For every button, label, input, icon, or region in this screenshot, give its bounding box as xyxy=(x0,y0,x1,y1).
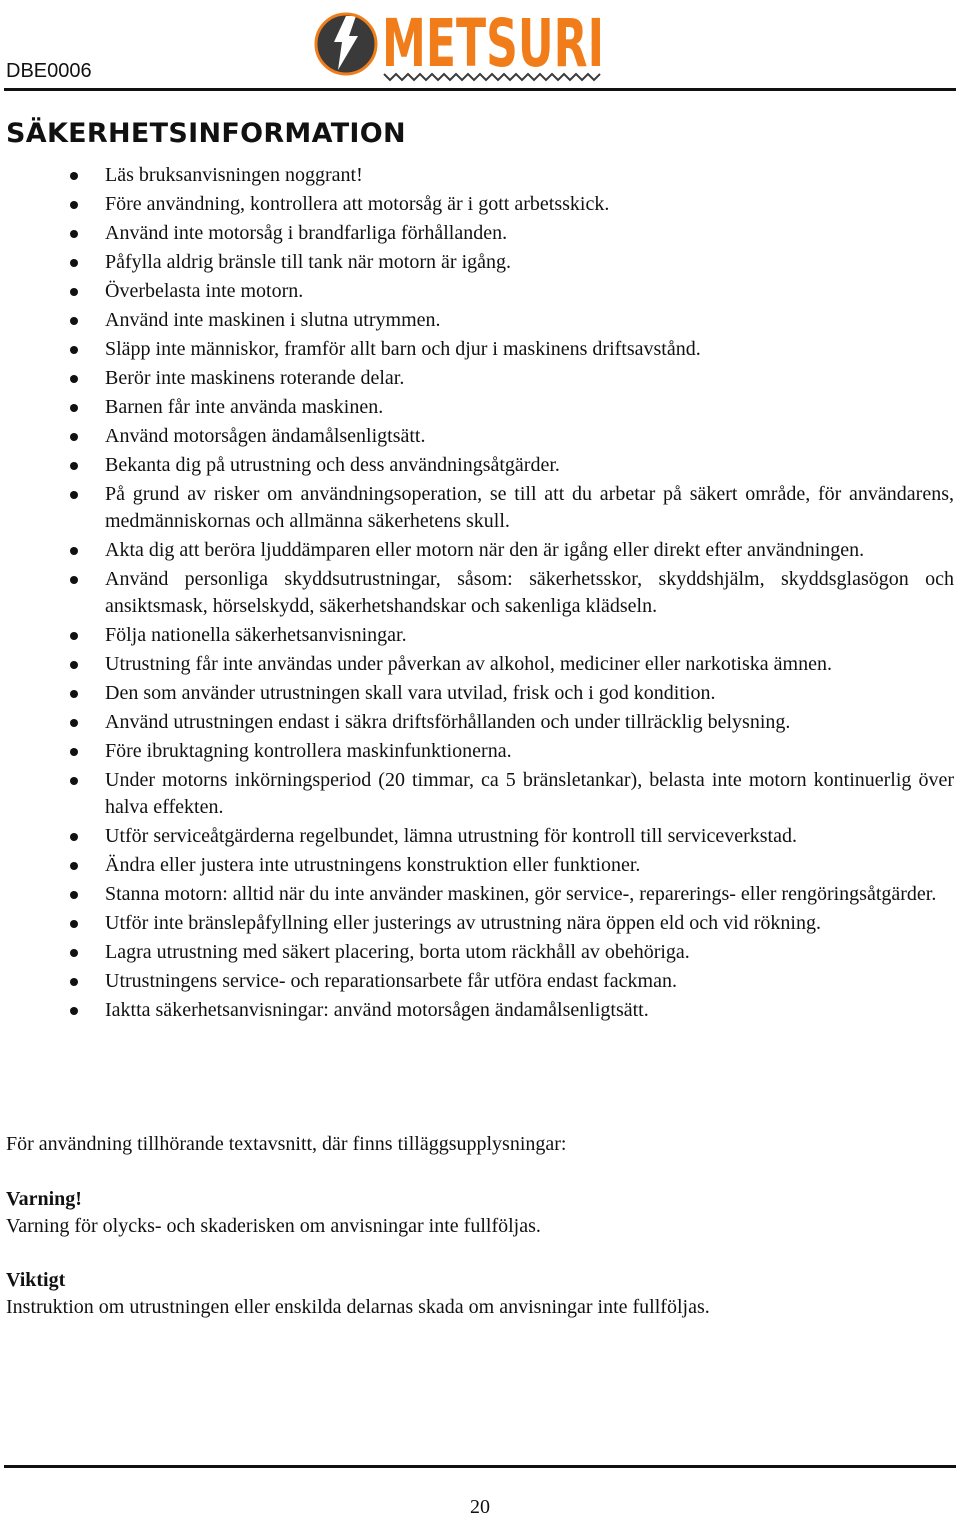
list-item xyxy=(0,537,960,564)
list-item-text: Barnen får inte använda maskinen. xyxy=(105,396,384,418)
important-heading: Viktigt xyxy=(6,1269,66,1291)
bullet-icon xyxy=(70,862,78,870)
bullet-icon xyxy=(70,949,78,957)
bullet-icon xyxy=(70,547,78,555)
list-item-text: Den som använder utrustningen skall vara utvilad, frisk och i god kondition. xyxy=(105,682,716,704)
bullet-icon xyxy=(70,833,78,841)
logo-wordmark: METSURI xyxy=(382,5,604,82)
list-item xyxy=(0,738,960,765)
bullet-icon xyxy=(70,891,78,899)
list-item xyxy=(0,481,960,535)
list-item xyxy=(0,365,960,392)
list-item-text: Utför inte bränslepåfyllning eller justerings av utrustning nära öppen eld och vid rökning. xyxy=(105,912,821,934)
list-item xyxy=(0,278,960,305)
list-item-text: Läs bruksanvisningen noggrant! xyxy=(105,164,363,186)
list-item-text: Iakttа säkerhetsanvisningar: använd motorsågen ändamålsenligtsätt. xyxy=(105,999,649,1021)
bullet-icon xyxy=(70,920,78,928)
bullet-icon xyxy=(70,632,78,640)
bullet-icon xyxy=(70,462,78,470)
intro-text: För användning tillhörande textavsnitt, där finns tilläggsupplysningar: xyxy=(6,1133,567,1155)
list-item xyxy=(0,968,960,995)
list-item xyxy=(0,651,960,678)
safety-list xyxy=(0,162,960,1026)
list-item xyxy=(0,939,960,966)
list-item xyxy=(0,852,960,879)
list-item-text: Använd inte motorsåg i brandfarliga förhållanden. xyxy=(105,222,508,244)
list-item-text: Utför serviceåtgärderna regelbundet, lämna utrustning för kontroll till serviceverkstad. xyxy=(105,825,797,847)
list-item-text: Utrustningens service- och reparationsarbete får utföra endast fackman. xyxy=(105,970,677,992)
bullet-icon xyxy=(70,230,78,238)
logo-emblem xyxy=(316,14,376,74)
document-code: DBE0006 xyxy=(6,60,92,82)
warning-text: Varning för olycks- och skaderisken om anvisningar inte fullföljas. xyxy=(6,1215,541,1237)
bullet-icon xyxy=(70,317,78,325)
bullet-icon xyxy=(70,375,78,383)
list-item xyxy=(0,881,960,908)
list-item-text: Bekanta dig på utrustning och dess användningsåtgärder. xyxy=(105,454,560,476)
list-item-text: Före användning, kontrollera att motorsåg är i gott arbetsskick. xyxy=(105,193,610,215)
list-item-text: Lagra utrustning med säkert placering, borta utom räckhåll av obehöriga. xyxy=(105,941,690,963)
bullet-icon xyxy=(70,576,78,584)
list-item-text: Akta dig att beröra ljuddämparen eller motorn när den är igång eller direkt efter användningen. xyxy=(105,539,865,561)
list-item xyxy=(0,997,960,1024)
list-item xyxy=(0,566,960,620)
list-item xyxy=(0,220,960,247)
bullet-icon xyxy=(70,777,78,785)
list-item-text: Ändra eller justera inte utrustningens konstruktion eller funktioner. xyxy=(105,854,641,876)
list-item xyxy=(0,162,960,189)
bullet-icon xyxy=(70,288,78,296)
list-item-text: Under motorns inkörningsperiod (20 timmar, ca 5 bränsletankar), belasta inte motorn kontinuerlig över halva effekten. xyxy=(105,769,954,818)
list-item-text: Använd inte maskinen i slutna utrymmen. xyxy=(105,309,441,331)
list-item-text: Stanna motorn: alltid när du inte använder maskinen, gör service-, reparerings- eller rengöringsåtgärder. xyxy=(105,883,937,905)
list-item xyxy=(0,307,960,334)
bullet-icon xyxy=(70,748,78,756)
list-item xyxy=(0,622,960,649)
bullet-icon xyxy=(70,201,78,209)
metsuri-logo xyxy=(312,2,612,84)
bullet-icon xyxy=(70,491,78,499)
list-item xyxy=(0,910,960,937)
header-divider xyxy=(4,88,956,91)
list-item-text: Följa nationella säkerhetsanvisningar. xyxy=(105,624,407,646)
list-item xyxy=(0,823,960,850)
list-item-text: Släpp inte människor, framför allt barn och djur i maskinens driftsavstånd. xyxy=(105,338,701,360)
bullet-icon xyxy=(70,259,78,267)
list-item-text: På grund av risker om användningsoperation, se till att du arbetar på säkert område, för användarens, medmänniskornas och allmänna säkerhetens skull. xyxy=(105,483,954,532)
page-number: 20 xyxy=(470,1496,490,1518)
list-item xyxy=(0,394,960,421)
list-item-text: Före ibruktagning kontrollera maskinfunktionerna. xyxy=(105,740,512,762)
page-header xyxy=(0,0,960,92)
bullet-icon xyxy=(70,346,78,354)
warning-heading: Varning! xyxy=(6,1188,82,1210)
list-item-text: Utrustning får inte användas under påverkan av alkohol, mediciner eller narkotiska ämnen. xyxy=(105,653,832,675)
bullet-icon xyxy=(70,404,78,412)
list-item xyxy=(0,191,960,218)
list-item xyxy=(0,452,960,479)
footer-divider xyxy=(4,1465,956,1468)
list-item-text: Använd personliga skyddsutrustningar, såsom: säkerhetsskor, skyddshjälm, skyddsglasögon och ansiktsmask, hörselskydd, säkerhetshandskar och sakenliga klädseln. xyxy=(105,568,954,617)
list-item-text: Använd utrustningen endast i säkra driftsförhållanden och under tillräcklig belysning. xyxy=(105,711,791,733)
bullet-icon xyxy=(70,978,78,986)
bullet-icon xyxy=(70,433,78,441)
list-item-text: Överbelasta inte motorn. xyxy=(105,280,304,302)
important-text: Instruktion om utrustningen eller enskilda delarnas skada om anvisningar inte fullföljas. xyxy=(6,1296,710,1318)
list-item xyxy=(0,249,960,276)
list-item-text: Påfylla aldrig bränsle till tank när motorn är igång. xyxy=(105,251,511,273)
bullet-icon xyxy=(70,172,78,180)
list-item xyxy=(0,336,960,363)
list-item xyxy=(0,423,960,450)
bullet-icon xyxy=(70,690,78,698)
bullet-icon xyxy=(70,719,78,727)
page-title: SÄKERHETSINFORMATION xyxy=(6,118,406,149)
list-item xyxy=(0,767,960,821)
list-item-text: Använd motorsågen ändamålsenligtsätt. xyxy=(105,425,426,447)
bullet-icon xyxy=(70,661,78,669)
list-item xyxy=(0,680,960,707)
bullet-icon xyxy=(70,1007,78,1015)
list-item xyxy=(0,709,960,736)
list-item-text: Berör inte maskinens roterande delar. xyxy=(105,367,405,389)
